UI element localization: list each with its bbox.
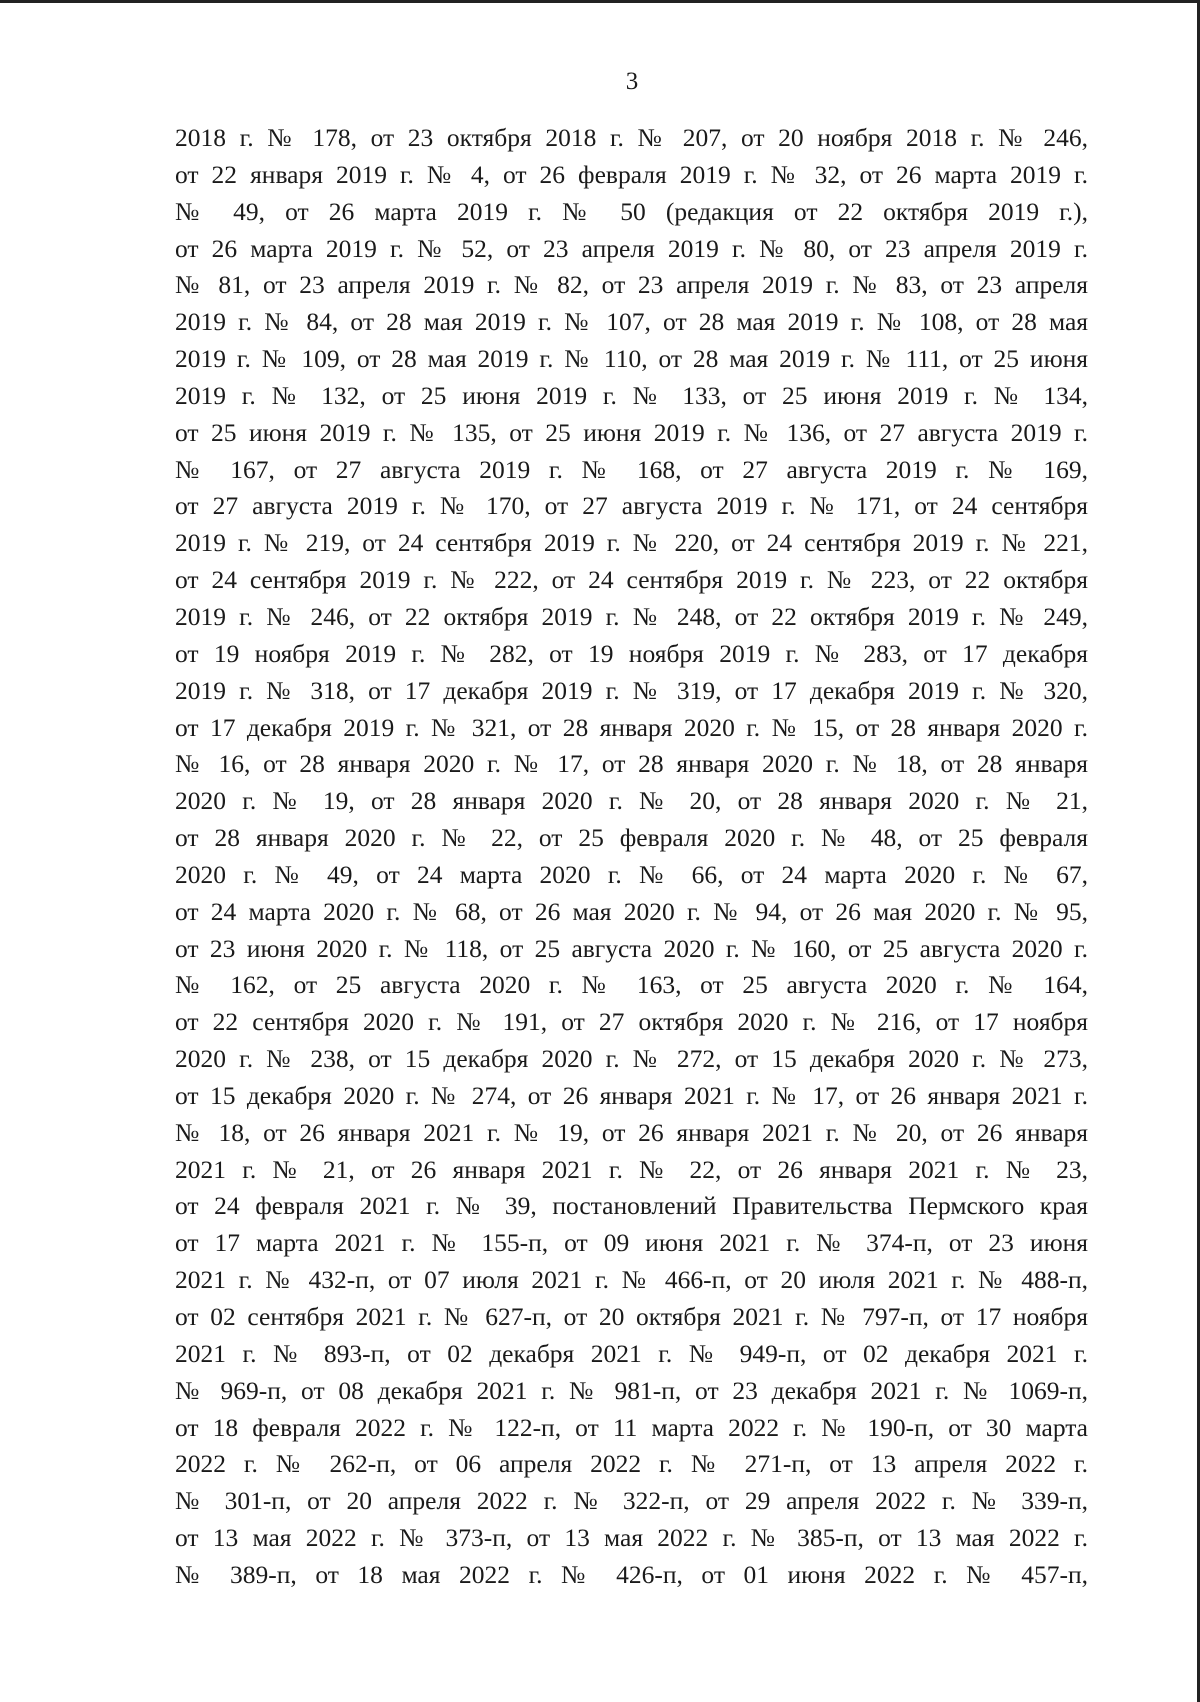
text-line: от 25 июня 2019 г. № 135, от 25 июня 2019 г. № 136, от 27 августа 2019 г.: [175, 417, 1088, 447]
text-line: от 17 декабря 2019 г. № 321, от 28 января 2020 г. № 15, от 28 января 2020 г.: [175, 712, 1088, 742]
text-line: 2019 г. № 219, от 24 сентября 2019 г. № 220, от 24 сентября 2019 г. № 221,: [175, 528, 1088, 558]
text-line: от 27 августа 2019 г. № 170, от 27 августа 2019 г. № 171, от 24 сентября: [175, 491, 1088, 521]
text-line: 2019 г. № 246, от 22 октября 2019 г. № 248, от 22 октября 2019 г. № 249,: [175, 601, 1088, 631]
text-line: от 24 февраля 2021 г. № 39, постановлений Правительства Пермского края: [175, 1191, 1088, 1221]
text-line: № 167, от 27 августа 2019 г. № 168, от 27 августа 2019 г. № 169,: [175, 454, 1088, 484]
text-line: № 969-п, от 08 декабря 2021 г. № 981-п, от 23 декабря 2021 г. № 1069-п,: [175, 1375, 1088, 1405]
text-line: 2020 г. № 49, от 24 марта 2020 г. № 66, от 24 марта 2020 г. № 67,: [175, 859, 1088, 889]
page-number: 3: [625, 68, 639, 95]
document-body: [175, 120, 1088, 1594]
text-line: от 17 марта 2021 г. № 155-п, от 09 июня 2021 г. № 374-п, от 23 июня: [175, 1228, 1088, 1258]
text-line: от 23 июня 2020 г. № 118, от 25 августа 2020 г. № 160, от 25 августа 2020 г.: [175, 933, 1088, 963]
scan-border-top: [0, 0, 1200, 3]
text-line: № 389-п, от 18 мая 2022 г. № 426-п, от 01 июня 2022 г. № 457-п,: [175, 1559, 1088, 1589]
text-line: от 13 мая 2022 г. № 373-п, от 13 мая 2022 г. № 385-п, от 13 мая 2022 г.: [175, 1523, 1088, 1553]
text-line: 2019 г. № 318, от 17 декабря 2019 г. № 319, от 17 декабря 2019 г. № 320,: [175, 675, 1088, 705]
text-line: от 28 января 2020 г. № 22, от 25 февраля 2020 г. № 48, от 25 февраля: [175, 823, 1088, 853]
text-line: 2021 г. № 432-п, от 07 июля 2021 г. № 466-п, от 20 июля 2021 г. № 488-п,: [175, 1265, 1088, 1295]
text-line: от 22 сентября 2020 г. № 191, от 27 октября 2020 г. № 216, от 17 ноября: [175, 1007, 1088, 1037]
text-line: 2019 г. № 132, от 25 июня 2019 г. № 133, от 25 июня 2019 г. № 134,: [175, 380, 1088, 410]
text-line: № 16, от 28 января 2020 г. № 17, от 28 января 2020 г. № 18, от 28 января: [175, 749, 1088, 779]
text-line: № 81, от 23 апреля 2019 г. № 82, от 23 апреля 2019 г. № 83, от 23 апреля: [175, 270, 1088, 300]
text-line: от 24 сентября 2019 г. № 222, от 24 сентября 2019 г. № 223, от 22 октября: [175, 565, 1088, 595]
text-line: 2020 г. № 238, от 15 декабря 2020 г. № 272, от 15 декабря 2020 г. № 273,: [175, 1044, 1088, 1074]
text-line: от 22 января 2019 г. № 4, от 26 февраля 2019 г. № 32, от 26 марта 2019 г.: [175, 159, 1088, 189]
text-line: 2018 г. № 178, от 23 октября 2018 г. № 207, от 20 ноября 2018 г. № 246,: [175, 123, 1088, 152]
text-line: 2019 г. № 109, от 28 мая 2019 г. № 110, от 28 мая 2019 г. № 111, от 25 июня: [175, 344, 1088, 374]
text-line: № 18, от 26 января 2021 г. № 19, от 26 января 2021 г. № 20, от 26 января: [175, 1117, 1088, 1147]
text-line: от 15 декабря 2020 г. № 274, от 26 января 2021 г. № 17, от 26 января 2021 г.: [175, 1080, 1088, 1110]
text-line: № 49, от 26 марта 2019 г. № 50 (редакция от 22 октября 2019 г.),: [175, 196, 1088, 226]
text-line: от 26 марта 2019 г. № 52, от 23 апреля 2019 г. № 80, от 23 апреля 2019 г.: [175, 233, 1088, 263]
text-line: от 18 февраля 2022 г. № 122-п, от 11 марта 2022 г. № 190-п, от 30 марта: [175, 1412, 1088, 1442]
text-line: № 301-п, от 20 апреля 2022 г. № 322-п, от 29 апреля 2022 г. № 339-п,: [175, 1486, 1088, 1516]
text-line: от 24 марта 2020 г. № 68, от 26 мая 2020 г. № 94, от 26 мая 2020 г. № 95,: [175, 896, 1088, 926]
text-line: 2020 г. № 19, от 28 января 2020 г. № 20, от 28 января 2020 г. № 21,: [175, 786, 1088, 816]
text-line: от 02 сентября 2021 г. № 627-п, от 20 октября 2021 г. № 797-п, от 17 ноября: [175, 1302, 1088, 1331]
text-line: 2019 г. № 84, от 28 мая 2019 г. № 107, от 28 мая 2019 г. № 108, от 28 мая: [175, 307, 1088, 337]
text-line: от 19 ноября 2019 г. № 282, от 19 ноября 2019 г. № 283, от 17 декабря: [175, 638, 1088, 668]
text-line: № 162, от 25 августа 2020 г. № 163, от 25 августа 2020 г. № 164,: [175, 970, 1088, 1000]
text-line: 2022 г. № 262-п, от 06 апреля 2022 г. № 271-п, от 13 апреля 2022 г.: [175, 1449, 1088, 1479]
text-line: 2021 г. № 21, от 26 января 2021 г. № 22, от 26 января 2021 г. № 23,: [175, 1154, 1088, 1184]
text-line: 2021 г. № 893-п, от 02 декабря 2021 г. № 949-п, от 02 декабря 2021 г.: [175, 1338, 1088, 1368]
